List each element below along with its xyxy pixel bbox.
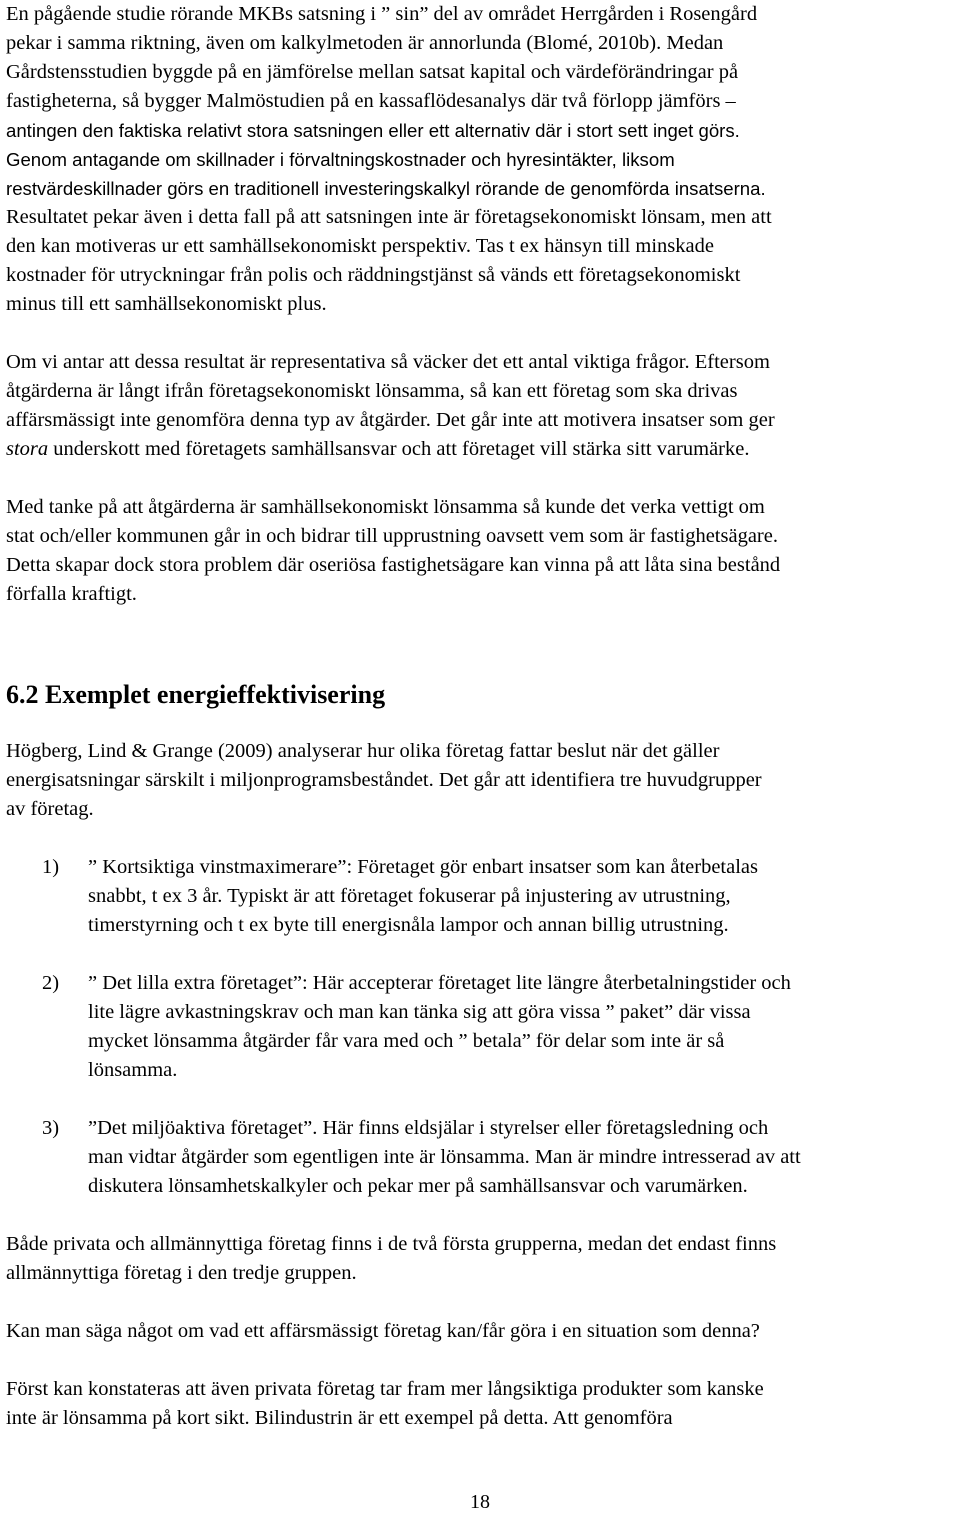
list-item bbox=[42, 853, 956, 940]
spacer bbox=[6, 940, 956, 969]
list-number: 1) bbox=[42, 856, 60, 878]
paragraph-private-firms: Först kan konstateras att även privata företag tar fram mer långsiktiga produkter som kanske inte är lönsamma på kort sikt. Bilindustrin är ett exempel på detta. Att genomföra bbox=[6, 1378, 764, 1429]
spacer bbox=[6, 1346, 956, 1375]
paragraph-groups: Både privata och allmännyttiga företag finns i de två första grupperna, medan det endast finns allmännyttiga företag i den tredje gruppen. bbox=[6, 1233, 777, 1284]
list-number: 3) bbox=[42, 1117, 60, 1139]
emphasis-stora: stora bbox=[6, 438, 49, 460]
spacer bbox=[6, 1085, 956, 1114]
document-page bbox=[6, 0, 956, 1433]
paragraph-questions-text: Om vi antar att dessa resultat är representativa så väcker det ett antal viktiga frågor. Eftersom åtgärderna är långt ifrån företagsekonomiskt lönsamma, så kan ett företag som ska drivas affärsmässigt inte genomföra denna typ av åtgärder. Det går inte att motivera insatser som ger bbox=[6, 351, 775, 431]
spacer bbox=[6, 711, 956, 737]
paragraph-mkb-result: Resultatet pekar även i detta fall på att satsningen inte är företagsekonomiskt lönsam, men att den kan motiveras ur ett samhällsekonomiskt perspektiv. Tas t ex hänsyn till minskade kostnader för utryckningar från polis och räddningstjänst så vänds ett företagsekonomiskt minus till ett samhällsekonomiskt plus. bbox=[6, 206, 772, 315]
page-number: 18 bbox=[470, 1491, 490, 1513]
spacer bbox=[6, 824, 956, 853]
list-item bbox=[42, 1114, 956, 1201]
list-text: ” Kortsiktiga vinstmaximerare”: Företaget gör enbart insatser som kan återbetalas snabbt, t ex 3 år. Typiskt är att företaget fokuserar på injustering av utrustning, timerstyrning och t ex byte till energisnåla lampor och annan billig utrustning. bbox=[88, 856, 759, 936]
paragraph-questions-end: underskott med företagets samhällsansvar och att företaget vill stärka sitt varumärke. bbox=[48, 438, 750, 460]
section-heading: 6.2 Exemplet energieffektivisering bbox=[6, 680, 386, 709]
paragraph-question: Kan man säga något om vad ett affärsmässigt företag kan/får göra i en situation som denna? bbox=[6, 1320, 760, 1342]
paragraph-public-funding: Med tanke på att åtgärderna är samhällsekonomiskt lönsamma så kunde det verka vettigt om stat och/eller kommunen går in och bidrar till upprustning oavsett vem som är fastighetsägare. Detta skapar dock stora problem där oseriösa fastighetsägare kan vinna på att låta sina bestånd förfalla kraftigt. bbox=[6, 496, 781, 605]
list-number: 2) bbox=[42, 972, 60, 994]
list-text: ” Det lilla extra företaget”: Här accepterar företaget lite längre återbetalningstider och lite lägre avkastningskrav och man kan tänka sig att göra vissa ” paket” där vissa mycket lönsamma åtgärder får vara med och ” betala” för delar som inte är så lönsamma. bbox=[88, 972, 791, 1081]
paragraph-hogberg: Högberg, Lind & Grange (2009) analyserar hur olika företag fattar beslut när det gäller energisatsningar särskilt i miljonprogramsbeståndet. Det går att identifiera tre huvudgrupper av företag. bbox=[6, 740, 762, 820]
spacer bbox=[6, 1201, 956, 1230]
list-text: ”Det miljöaktiva företaget”. Här finns eldsjälar i styrelser eller företagsledning och man vidtar åtgärder som egentligen inte är lönsamma. Man är mindre intresserad av att diskutera lönsamhetskalkyler och pekar mer på samhällsansvar och varumärken. bbox=[88, 1117, 801, 1197]
spacer bbox=[6, 1288, 956, 1317]
paragraph-mkb-intro-cont: antingen den faktiska relativt stora satsningen eller ett alternativ där i stort sett inget görs. Genom antagande om skillnader i förvaltningskostnader och hyresintäkter, liksom restvärdeskillnader görs en traditionell investeringskalkyl rörande de genomförda insatserna. bbox=[6, 120, 766, 199]
spacer bbox=[6, 464, 956, 493]
spacer bbox=[6, 609, 956, 679]
list-item bbox=[42, 969, 956, 1085]
paragraph-questions bbox=[6, 348, 956, 464]
spacer bbox=[6, 319, 956, 348]
paragraph-mkb-intro: En pågående studie rörande MKBs satsning i ” sin” del av området Herrgården i Rosengård pekar i samma riktning, även om kalkylmetoden är annorlunda (Blomé, 2010b). Medan Gårdstensstudien byggde på en jämförelse mellan satsat kapital och värdeförändringar på fastigheterna, så bygger Malmöstudien på en kassaflödesanalys där två förlopp jämförs – bbox=[6, 3, 758, 112]
